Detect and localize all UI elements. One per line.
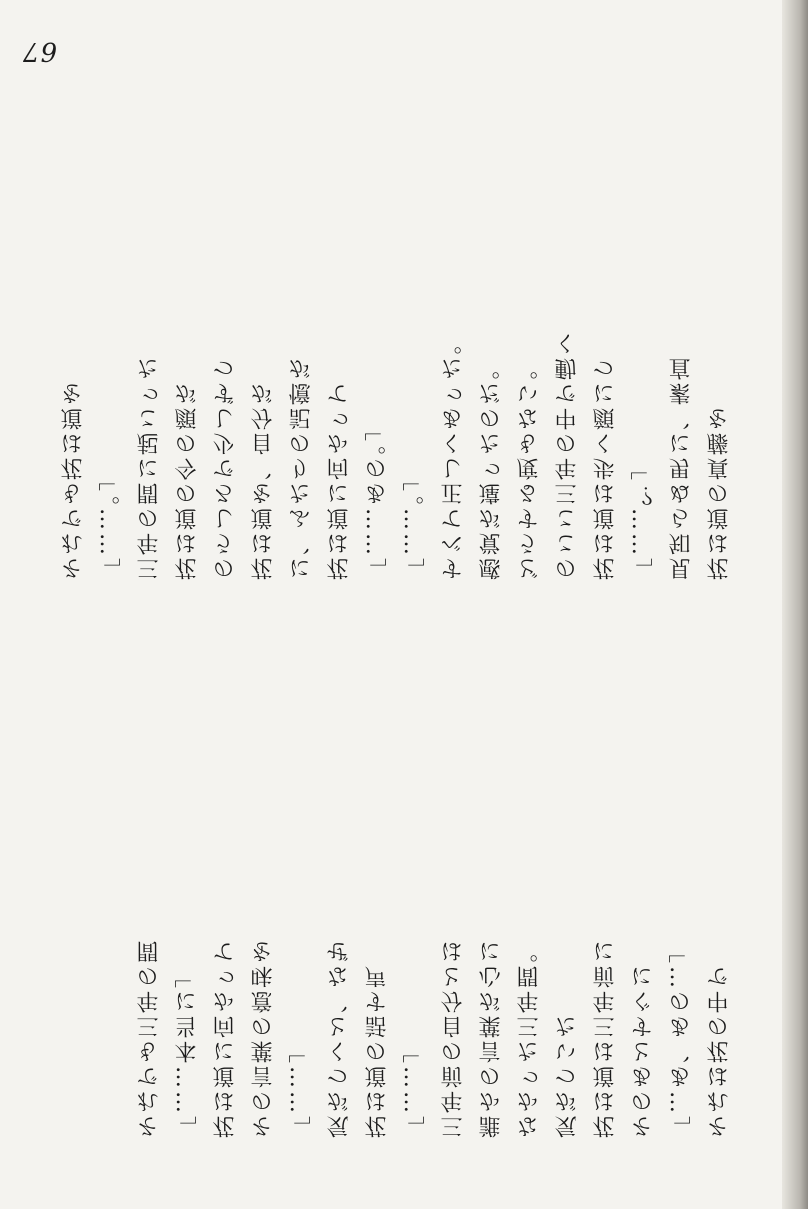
text-column: 「……あの。」 [361,416,386,580]
text-column: 感覚が違ったのだ。 [475,355,500,580]
text-column: 花は道は歩く顔につ [589,355,614,580]
text-column: 気がつくと、なぜ [323,938,348,1138]
text-column: 「……本当に」 [171,963,196,1138]
text-column: 「……。」 [95,466,120,580]
text-column: 「……」 [285,1038,310,1138]
text-column: すべて正しくあった。 [437,330,462,580]
text-column: 花は道を、自分が [247,380,272,580]
text-column: 見知らぬ男に、素直 [665,355,690,580]
text-column: 花は道の話す声 [361,963,386,1138]
text-column: 「……？」 [627,455,652,580]
page-number: 67 [22,36,58,66]
text-column: 花は道の今の顔が [171,380,196,580]
text-column: どうする度もない。 [513,355,538,580]
text-column: 花は道は三年前に [589,938,614,1138]
text-column: のうしろで少しずつ [209,355,234,580]
text-column: なかった三年間。 [513,938,538,1138]
text-column: 誰かの言葉が心に [475,938,500,1138]
text-column: 花は道の真藤を [703,405,728,580]
text-column: 花は道に向かって [323,380,348,580]
text-column: 気がついた [551,1013,576,1138]
text-column: 「……。」 [399,466,424,580]
text-column: に、ふたりの記憶が [285,355,310,580]
text-column: それでも花は道を [57,380,82,580]
text-column: 三年前の自分とは [437,938,462,1138]
text-column: のここ三年の中で動く [551,330,576,580]
text-column: そのあとすぐに [627,963,652,1138]
text-column: 三年の間に起こった [133,355,158,580]
text-column: 「…あ、あの…」 [665,938,690,1138]
text-column: それは花の中で [703,963,728,1138]
text-column: その言葉の意味を [247,938,272,1138]
text-column: 花は道に向かって [209,938,234,1138]
text-column: それでも三年の間 [133,938,158,1138]
text-column: 「……」 [399,1038,424,1138]
